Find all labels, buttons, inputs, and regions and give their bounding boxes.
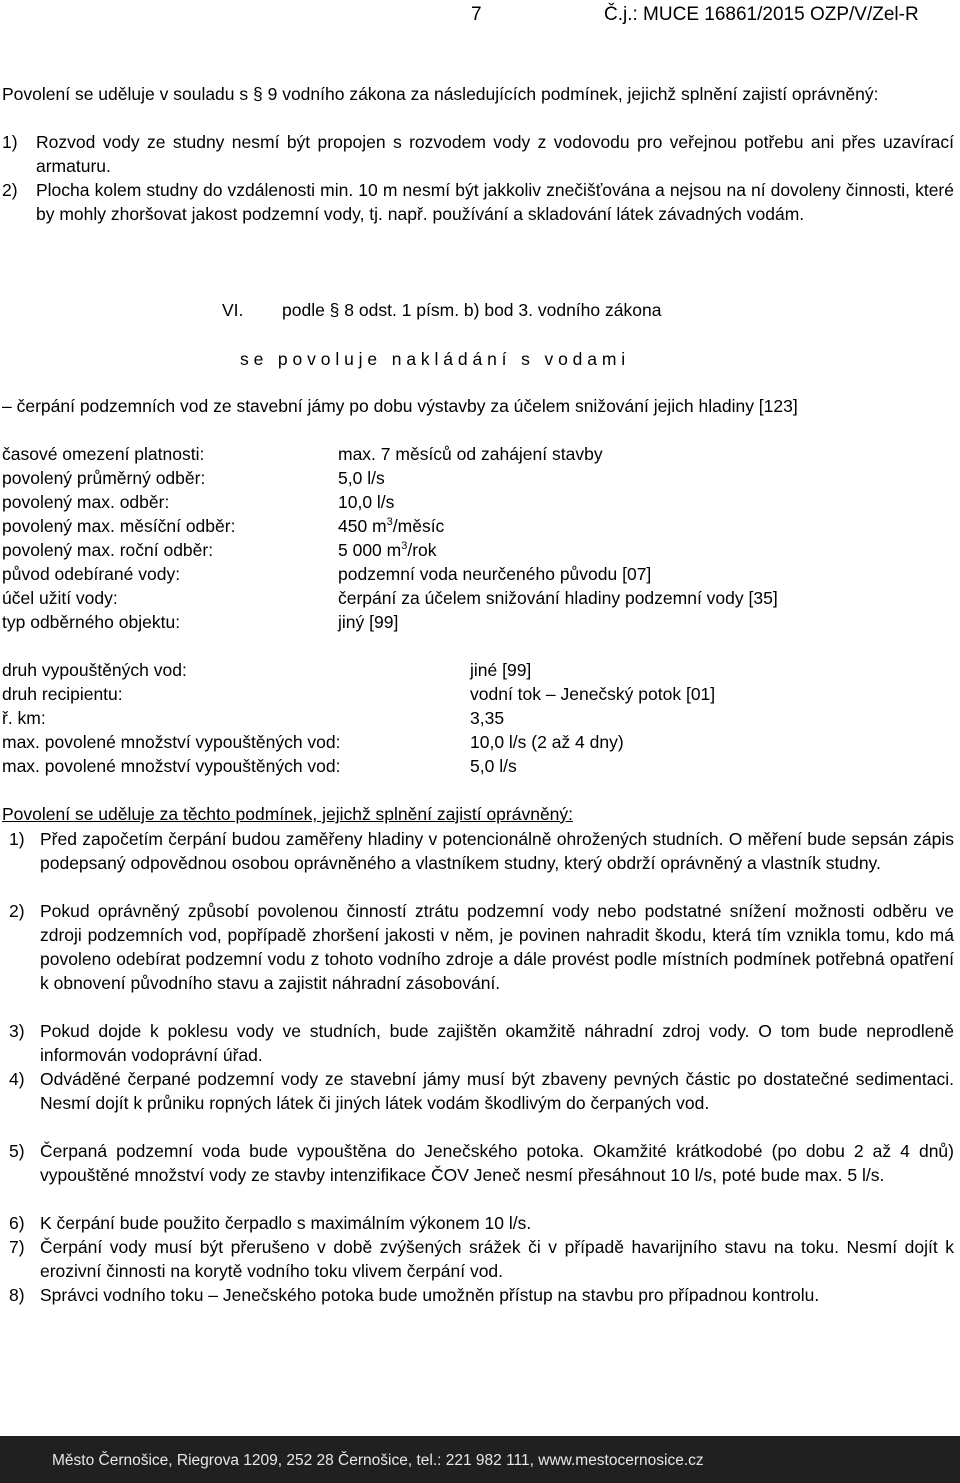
param-value: čerpání za účelem snižování hladiny podzemní vody [35] — [338, 588, 778, 608]
condition-num: 7) — [9, 1237, 25, 1257]
condition-num: 5) — [9, 1141, 25, 1161]
condition-text: Pokud oprávněný způsobí povolenou činností ztrátu podzemní vody nebo podstatné snížení možnosti odběru ve zdroji podzemních vod, popřípadě zhoršení jakosti v něm, je povinen nahradit škodu, která tím vznikla tomu, kdo má povoleno odebírat podzemní vodu z tohoto vodního zdroje a dále provést podle místních podmínek potřebná opatření k obnovení původního stavu a zajistit náhradní zásobování. — [40, 901, 954, 993]
condition-num: 3) — [9, 1021, 25, 1041]
param-label: typ odběrného objektu: — [2, 612, 181, 632]
activity-description: – čerpání podzemních vod ze stavební jámy po dobu výstavby za účelem snižování jejich hladiny [123] — [2, 396, 798, 416]
intro-condition-num: 2) — [2, 180, 18, 200]
param-value: 10,0 l/s — [338, 492, 395, 512]
intro-condition-1: Rozvod vody ze studny nesmí být propojen s rozvodem vody z vodovodu pro veřejnou potřebu ani přes uzavírací armaturu. — [36, 132, 954, 176]
condition-text: Správci vodního toku – Jenečského potoka bude umožněn přístup na stavbu pro případnou kontrolu. — [40, 1285, 820, 1305]
param-label: časové omezení platnosti: — [2, 444, 205, 464]
document-reference: Č.j.: MUCE 16861/2015 OZP/V/Zel-R — [604, 4, 919, 25]
param-label: povolený průměrný odběr: — [2, 468, 206, 488]
param-label: ř. km: — [2, 708, 46, 728]
param-value: 10,0 l/s (2 až 4 dny) — [470, 732, 624, 752]
param-value: 5,0 l/s — [470, 756, 517, 776]
page-footer — [0, 1436, 960, 1483]
param-value: 5 000 $m^3$/rok — [338, 540, 437, 560]
intro-condition-num: 1) — [2, 132, 18, 152]
section-law-ref: podle § 8 odst. 1 písm. b) bod 3. vodního zákona — [282, 300, 662, 320]
condition-text: Čerpání vody musí být přerušeno v době zvýšených srážek či v případě havarijního stavu na toku. Nesmí dojít k erozivní činnosti na korytě vodního toku vlivem čerpání vod. — [40, 1237, 954, 1281]
page-number: 7 — [471, 4, 482, 25]
param-label: druh vypouštěných vod: — [2, 660, 187, 680]
param-value: 450 $m^3$/měsíc — [338, 516, 445, 536]
condition-num: 2) — [9, 901, 25, 921]
param-label: povolený max. odběr: — [2, 492, 170, 512]
param-label: povolený max. roční odběr: — [2, 540, 214, 560]
conditions-heading: Povolení se uděluje za těchto podmínek, jejichž splnění zajistí oprávněný: — [2, 804, 574, 824]
section-roman: VI. — [222, 300, 244, 320]
param-label: povolený max. měsíční odběr: — [2, 516, 236, 536]
param-label: druh recipientu: — [2, 684, 123, 704]
param-label: původ odebírané vody: — [2, 564, 181, 584]
param-value: podzemní voda neurčeného původu [07] — [338, 564, 652, 584]
param-value: jiný [99] — [338, 612, 399, 632]
param-value: vodní tok – Jenečský potok [01] — [470, 684, 716, 704]
condition-num: 6) — [9, 1213, 25, 1233]
condition-num: 4) — [9, 1069, 25, 1089]
condition-text: Pokud dojde k poklesu vody ve studních, bude zajištěn okamžitě náhradní zdroj vody. O tom bude neprodleně informován vodoprávní úřad. — [40, 1021, 954, 1065]
param-label: účel užití vody: — [2, 588, 118, 608]
section-heading: s e p o v o l u j e n a k l á d á n í s v o d a m i — [240, 349, 626, 369]
footer-address: Město Černošice, Riegrova 1209, 252 28 Černošice, tel.: 221 982 111, www.mestocernosice.cz — [52, 1452, 704, 1469]
param-value: max. 7 měsíců od zahájení stavby — [338, 444, 603, 464]
condition-num: 1) — [9, 829, 25, 849]
param-label: max. povolené množství vypouštěných vod: — [2, 756, 341, 776]
condition-num: 8) — [9, 1285, 25, 1305]
param-value: 3,35 — [470, 708, 505, 728]
condition-text: Před započetím čerpání budou zaměřeny hladiny v potencionálně ohrožených studních. O měření bude sepsán zápis podepsaný odpovědnou osobou oprávněného a vlastníkem studny, který obdrží oprávněný a vlastník studny. — [40, 829, 954, 873]
condition-text: K čerpání bude použito čerpadlo s maximálním výkonem 10 l/s. — [40, 1213, 532, 1233]
param-value: 5,0 l/s — [338, 468, 385, 488]
condition-text: Odváděné čerpané podzemní vody ze stavební jámy musí být zbaveny pevných částic po dostatečné sedimentaci. Nesmí dojít k průniku ropných látek či jiných látek vodám škodlivým do čerpaných vod. — [40, 1069, 954, 1113]
intro-condition-2: Plocha kolem studny do vzdálenosti min. 10 m nesmí být jakkoliv znečišťována a nejsou na ní dovoleny činnosti, které by mohly zhoršovat jakost podzemní vody, tj. např. používání a skladování látek závadných vodám. — [36, 180, 954, 224]
param-label: max. povolené množství vypouštěných vod: — [2, 732, 341, 752]
intro-text: Povolení se uděluje v souladu s § 9 vodního zákona za následujících podmínek, jejichž splnění zajistí oprávněný: — [2, 84, 879, 104]
condition-text: Čerpaná podzemní voda bude vypouštěna do Jenečského potoka. Okamžité krátkodobé (po dobu 2 až 4 dnů) vypouštěné množství vody ze stavby intenzifikace ČOV Jeneč nesmí přesáhnout 10 l/s, poté bude max. 5 l/s. — [40, 1141, 954, 1185]
param-value: jiné [99] — [470, 660, 532, 680]
